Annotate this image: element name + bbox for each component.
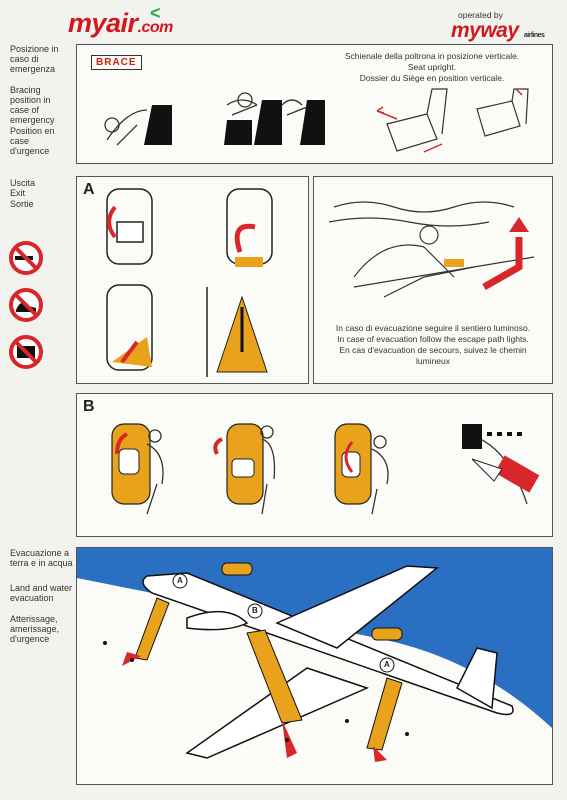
section-a-letter: A bbox=[83, 181, 95, 198]
brace-panel bbox=[76, 44, 553, 164]
exit-label-en: Exit bbox=[10, 188, 26, 198]
operated-by-label: operated by bbox=[458, 10, 503, 20]
prohibition-signs bbox=[8, 240, 48, 380]
no-high-heels-icon bbox=[11, 290, 41, 320]
brace-figures-illustration bbox=[97, 85, 337, 155]
escape-path-panel bbox=[313, 176, 553, 384]
evac-label-it: Evacuazione a terra e in acqua bbox=[10, 548, 73, 568]
door-a-illustrations bbox=[77, 177, 308, 383]
door-b-illustrations bbox=[77, 394, 552, 536]
escape-path-caption: In caso di evacuazione seguire il sentiero luminoso. In case of evacuation follow the escape path lights. En cas d'evacuation de secours, suivez le chemin lumineux bbox=[335, 323, 531, 366]
no-smoking-icon bbox=[11, 243, 41, 273]
escape-path-illustration bbox=[314, 177, 552, 317]
exit-label-fr: Sortie bbox=[10, 199, 34, 209]
no-baggage-icon bbox=[11, 337, 41, 367]
exit-label-it: Uscita bbox=[10, 178, 36, 188]
door-marker-b: B bbox=[252, 606, 258, 615]
door-marker-a-front: A bbox=[177, 576, 183, 585]
seat-caption: Schienale della poltrona in posizione verticale. Seat upright. Dossier du Siège en position verticale. bbox=[344, 51, 520, 83]
evac-label-en: Land and water evacuation bbox=[10, 583, 73, 603]
brace-label-en: Bracing position in case of emergency bbox=[10, 85, 55, 125]
exit-b-panel bbox=[76, 393, 553, 537]
brace-stamp: BRACE bbox=[91, 55, 142, 70]
check-icon: < bbox=[150, 3, 161, 23]
evacuation-panel bbox=[76, 547, 553, 785]
seat-upright-illustration bbox=[367, 89, 537, 159]
brace-label-fr: Position en case d'urgence bbox=[10, 126, 55, 156]
evac-label-fr: Atterissage, amerissage, d'urgence bbox=[10, 614, 60, 644]
myair-logo: myair.com bbox=[68, 8, 173, 38]
myway-logo: myway airlines bbox=[451, 19, 545, 42]
section-b-letter: B bbox=[83, 398, 95, 415]
brace-label-it: Posizione in caso di emergenza bbox=[10, 44, 59, 74]
evacuation-illustration bbox=[77, 548, 552, 784]
exit-a-panel bbox=[76, 176, 309, 384]
door-marker-a-rear: A bbox=[384, 660, 390, 669]
